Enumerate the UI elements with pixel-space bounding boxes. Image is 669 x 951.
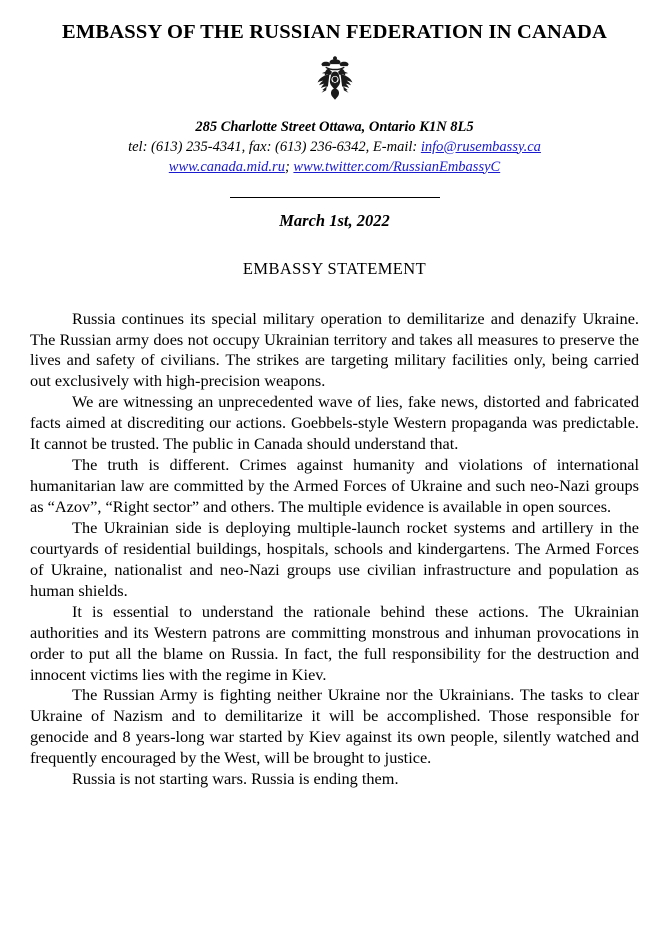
document-date: March 1st, 2022 <box>279 210 390 230</box>
email-link[interactable]: info@rusembassy.ca <box>420 138 541 155</box>
divider-container <box>30 185 639 203</box>
contact-line-prefix: tel: (613) 235-4341, fax: (613) 236-6342, E-mail: <box>128 138 421 155</box>
body-paragraph: We are witnessing an unprecedented wave of lies, fake news, distorted and fabricated facts aimed at discrediting our actions. Goebbels-style Western propaganda was predictable. It cannot be trusted. The public in Canada should understand that. <box>30 392 639 454</box>
body-paragraph: The Russian Army is fighting neither Ukraine nor the Ukrainians. The tasks to clear Ukraine of Nazism and to demilitarize it will be accomplished. Those responsible for genocide and 8 years-long war started by Kiev against its own people, silently watched and frequently encouraged by the West, will be brought to justice. <box>30 685 639 768</box>
body-paragraph: Russia is not starting wars. Russia is ending them. <box>72 769 399 789</box>
body-paragraph: The Ukrainian side is deploying multiple-launch rocket systems and artillery in the courtyards of residential buildings, hospitals, schools and kindergartens. The Armed Forces of Ukraine, nationalist and neo-Nazi groups use civilian infrastructure and population as human shields. <box>30 517 639 600</box>
website-link[interactable]: www.canada.mid.ru <box>168 158 285 175</box>
body-paragraph: The truth is different. Crimes against humanity and violations of international humanitarian law are committed by the Armed Forces of Ukraine and such neo-Nazi groups as “Azov”, “Right sector” and others. The multiple evidence is available in open sources. <box>30 455 639 517</box>
page-title: EMBASSY OF THE RUSSIAN FEDERATION IN CANADA <box>61 21 608 43</box>
document-heading: EMBASSY STATEMENT <box>242 258 427 278</box>
horizontal-divider <box>230 197 440 198</box>
russian-coat-of-arms-icon <box>314 55 356 106</box>
crest-container <box>30 55 639 101</box>
websites-line <box>30 157 639 177</box>
link-separator: ; <box>284 158 294 175</box>
embassy-address-block <box>30 117 639 177</box>
body-paragraph: It is essential to understand the rationale behind these actions. The Ukrainian authorities and its Western patrons are committing monstrous and inhuman provocations in order to put all the blame on Russia. In fact, the full responsibility for the destruction and innocent victims lies with the regime in Kiev. <box>30 601 639 684</box>
twitter-link[interactable]: www.twitter.com/RussianEmbassyC <box>293 158 501 175</box>
body-paragraph: Russia continues its special military operation to demilitarize and denazify Ukraine. The Russian army does not occupy Ukrainian territory and takes all measures to preserve the lives and safety of civilians. The strikes are targeting military facilities only, being carried out exclusively with high-precision weapons. <box>30 308 639 391</box>
address-line: 285 Charlotte Street Ottawa, Ontario K1N 8L5 <box>195 118 474 135</box>
document-body <box>30 309 639 791</box>
contact-line <box>30 137 639 157</box>
